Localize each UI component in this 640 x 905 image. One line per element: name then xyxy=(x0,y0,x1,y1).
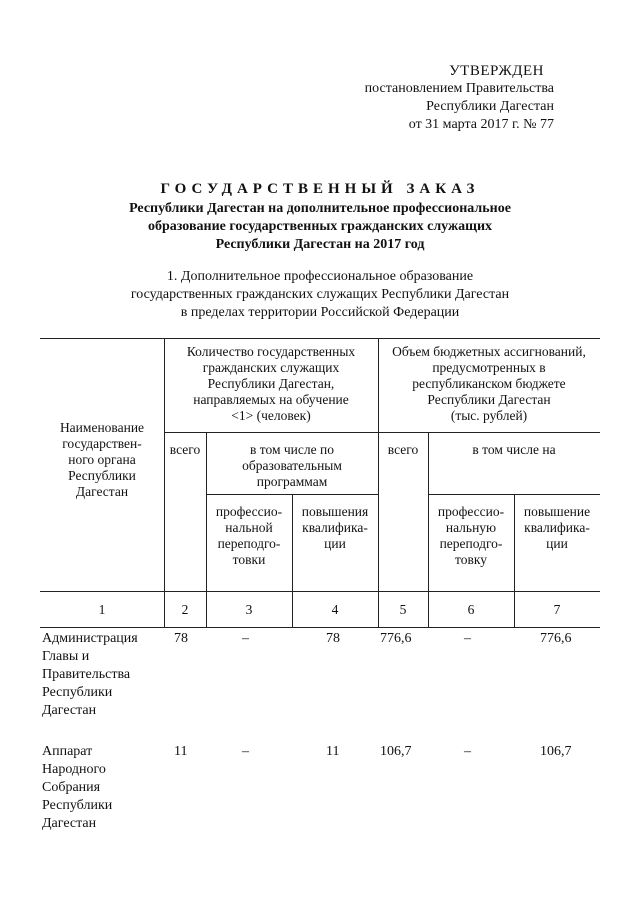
header-text: Объем бюджетных ассигнований, xyxy=(392,344,586,359)
org-name-line: Республики xyxy=(42,685,113,700)
header-text: переподго- xyxy=(439,536,503,551)
header-text: переподго- xyxy=(217,536,281,551)
header-text: образовательным xyxy=(242,458,342,473)
org-name-line: Народного xyxy=(42,762,106,777)
order-subtitle-line: Республики Дагестан на дополнительное профессиональное xyxy=(129,201,511,216)
cell-retraining-budget: – xyxy=(464,744,471,759)
col-number: 1 xyxy=(98,602,106,617)
cell-retraining-count: – xyxy=(242,631,249,646)
order-heading: ГОСУДАРСТВЕННЫЙ ЗАКАЗ xyxy=(160,181,480,197)
header-text: ции xyxy=(546,536,568,551)
header-text: повышение xyxy=(523,504,591,519)
table-header xyxy=(40,338,600,628)
org-name-line: Правительства xyxy=(42,667,131,682)
header-text: нальную xyxy=(445,520,497,535)
header-text: нальной xyxy=(225,520,273,535)
table-top-border xyxy=(40,338,600,339)
org-name-line: Дагестан xyxy=(42,816,97,831)
header-budget-incl xyxy=(428,442,600,458)
header-text: всего xyxy=(169,442,201,457)
header-col7 xyxy=(514,504,600,552)
approval-line: Республики Дагестан xyxy=(426,99,554,114)
header-text: программам xyxy=(256,474,328,489)
cell-total-count: 78 xyxy=(174,631,188,646)
approval-line: от 31 марта 2017 г. № 77 xyxy=(408,117,554,132)
table-body xyxy=(40,628,600,854)
header-text: всего xyxy=(387,442,419,457)
header-text: товки xyxy=(232,552,266,567)
cell-qualification-budget: 776,6 xyxy=(540,631,572,646)
section-heading xyxy=(0,268,640,322)
col-number: 2 xyxy=(181,602,189,617)
header-text: ции xyxy=(324,536,346,551)
org-name-line: Собрания xyxy=(42,780,101,795)
group-divider xyxy=(164,432,600,433)
cell-total-budget: 776,6 xyxy=(380,631,412,646)
header-text: квалифика- xyxy=(524,520,590,535)
header-text: Количество государственных xyxy=(186,344,356,359)
header-budget-total xyxy=(378,442,428,458)
col-number: 7 xyxy=(553,602,561,617)
col-number: 3 xyxy=(245,602,253,617)
cell-total-budget: 106,7 xyxy=(380,744,412,759)
document-title xyxy=(0,180,640,254)
col-number: 4 xyxy=(331,602,339,617)
header-text: Наименование xyxy=(59,420,145,435)
cell-qualification-count: 11 xyxy=(326,744,340,759)
org-name-line: Администрация xyxy=(42,631,138,646)
section-line: в пределах территории Российской Федерации xyxy=(180,305,460,320)
header-text: республиканском бюджете xyxy=(412,376,566,391)
header-text: Республики Дагестан xyxy=(427,392,551,407)
header-text: (тыс. рублей) xyxy=(450,408,528,423)
header-name-column xyxy=(40,420,164,500)
header-text: государствен- xyxy=(62,436,142,451)
header-text: гражданских служащих xyxy=(202,360,340,375)
header-text: в том числе на xyxy=(472,442,556,457)
header-text: в том числе по xyxy=(250,442,334,457)
section-line: 1. Дополнительное профессиональное образование xyxy=(166,269,474,284)
org-name xyxy=(42,743,154,833)
header-text: профессио- xyxy=(215,504,283,519)
approval-block xyxy=(365,62,554,134)
header-text: направляемых на обучение xyxy=(193,392,349,407)
header-text: предусмотренных в xyxy=(432,360,546,375)
header-col4 xyxy=(292,504,378,552)
header-count-incl xyxy=(206,442,378,490)
col-number: 6 xyxy=(467,602,475,617)
cell-retraining-count: – xyxy=(242,744,249,759)
header-count-total xyxy=(164,442,206,458)
cell-retraining-budget: – xyxy=(464,631,471,646)
org-name-line: Республики xyxy=(42,798,113,813)
header-text: ного органа xyxy=(68,452,136,467)
approval-line: постановлением Правительства xyxy=(364,81,554,96)
approval-title: УТВЕРЖДЕН xyxy=(449,63,544,79)
header-count-group xyxy=(164,344,378,424)
cell-qualification-budget: 106,7 xyxy=(540,744,572,759)
header-col6 xyxy=(428,504,514,568)
header-text: Дагестан xyxy=(75,484,129,499)
order-subtitle-line: Республики Дагестан на 2017 год xyxy=(215,237,425,252)
col-number: 5 xyxy=(399,602,407,617)
cell-qualification-count: 78 xyxy=(326,631,340,646)
org-name-line: Главы и xyxy=(42,649,90,664)
org-name-line: Дагестан xyxy=(42,703,97,718)
header-text: профессио- xyxy=(437,504,505,519)
order-subtitle-line: образование государственных гражданских служащих xyxy=(147,219,493,234)
header-text: Республики xyxy=(68,468,136,483)
header-text: квалифика- xyxy=(302,520,368,535)
org-name xyxy=(42,630,154,720)
section-line: государственных гражданских служащих Республики Дагестан xyxy=(130,287,510,302)
header-text: повышения xyxy=(301,504,369,519)
header-budget-group xyxy=(378,344,600,424)
header-col3 xyxy=(206,504,292,568)
cell-total-count: 11 xyxy=(174,744,188,759)
header-text: <1> (человек) xyxy=(231,408,311,423)
table-row xyxy=(40,741,600,854)
header-bottom-border xyxy=(40,591,600,592)
header-text: товку xyxy=(455,552,487,567)
header-text: Республики Дагестан, xyxy=(207,376,335,391)
table-row xyxy=(40,628,600,741)
org-name-line: Аппарат xyxy=(42,744,93,759)
